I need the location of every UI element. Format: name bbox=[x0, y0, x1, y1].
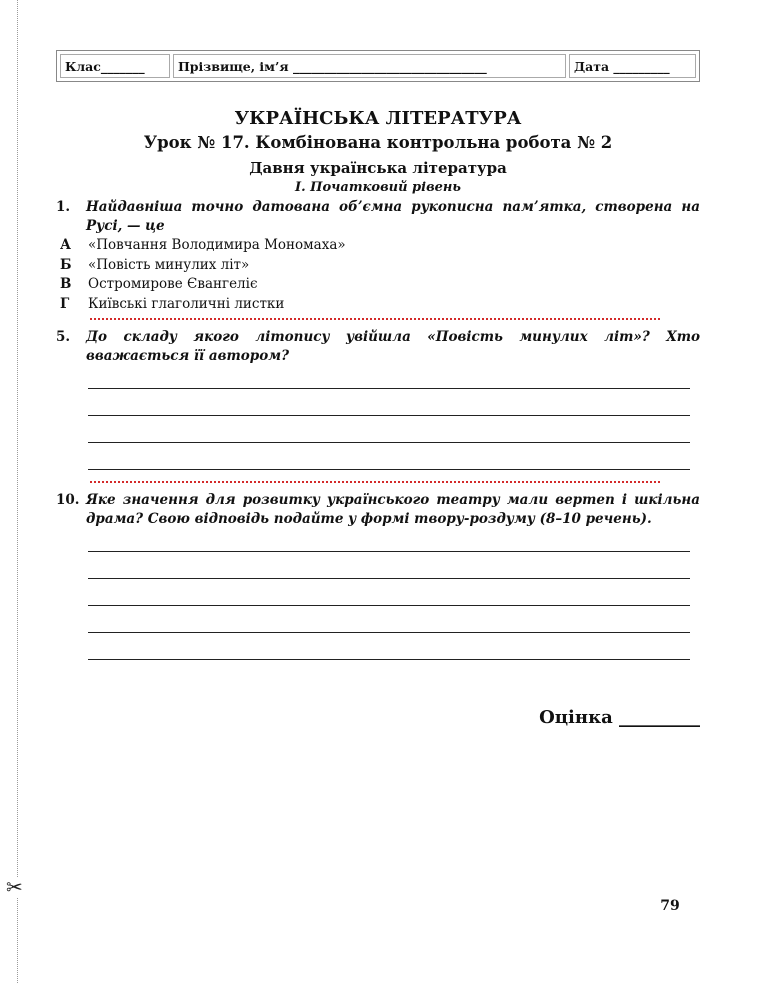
option-c[interactable] bbox=[60, 275, 346, 295]
grade-label[interactable]: Оцінка _________ bbox=[539, 707, 700, 728]
option-a[interactable] bbox=[60, 236, 346, 256]
answer-line[interactable] bbox=[88, 442, 690, 443]
option-text: Київські глаголичні листки bbox=[88, 295, 285, 312]
option-text: «Повчання Володимира Мономаха» bbox=[88, 237, 346, 253]
question-1 bbox=[56, 198, 700, 236]
question-number: 1. bbox=[56, 199, 71, 215]
question-number: 5. bbox=[56, 329, 71, 345]
answer-line[interactable] bbox=[88, 551, 690, 552]
answer-line[interactable] bbox=[88, 388, 690, 389]
page-number: 79 bbox=[660, 898, 680, 914]
option-letter: Г bbox=[60, 295, 70, 312]
option-letter: Б bbox=[60, 256, 72, 273]
option-b[interactable] bbox=[60, 256, 346, 276]
question-separator bbox=[90, 481, 660, 483]
question-text: Найдавніша точно датована об’ємна рукописна пам’ятка, створена на Русі, — це bbox=[86, 199, 700, 234]
topic-title: Давня українська література bbox=[249, 159, 507, 177]
date-field[interactable]: Дата _________ bbox=[569, 54, 696, 78]
scissors-icon: ✂ bbox=[6, 875, 23, 899]
answer-line[interactable] bbox=[88, 659, 690, 660]
student-info-table bbox=[56, 50, 700, 82]
answer-line[interactable] bbox=[88, 632, 690, 633]
answer-line[interactable] bbox=[88, 415, 690, 416]
option-text: Остромирове Євангеліє bbox=[88, 276, 258, 292]
subject-title: УКРАЇНСЬКА ЛІТЕРАТУРА bbox=[234, 108, 522, 129]
lesson-title: Урок № 17. Комбінована контрольна робота № 2 bbox=[143, 133, 613, 152]
class-field[interactable]: Клас_______ bbox=[60, 54, 170, 78]
question-text: До складу якого літопису увійшла «Повість минулих літ»? Хто вважається її автором? bbox=[86, 329, 700, 364]
option-text: «Повість минулих літ» bbox=[88, 256, 250, 273]
name-field[interactable]: Прізвище, ім’я _______________________________ bbox=[173, 54, 566, 78]
question-number: 10. bbox=[56, 492, 80, 508]
option-letter: А bbox=[60, 237, 71, 253]
question-separator bbox=[90, 318, 660, 320]
answer-line[interactable] bbox=[88, 578, 690, 579]
cut-line bbox=[17, 0, 18, 983]
level-subtitle: І. Початковий рівень bbox=[295, 180, 461, 195]
question-10 bbox=[56, 491, 700, 529]
option-letter: В bbox=[60, 276, 72, 292]
question-text: Яке значення для розвитку українського театру мали вертеп і шкільна драма? Свою відповідь подайте у формі твору-роздуму (8–10 речень). bbox=[86, 492, 700, 527]
option-d[interactable] bbox=[60, 295, 346, 315]
answer-line[interactable] bbox=[88, 469, 690, 470]
answer-options bbox=[60, 236, 346, 314]
question-5 bbox=[56, 328, 700, 366]
answer-line[interactable] bbox=[88, 605, 690, 606]
